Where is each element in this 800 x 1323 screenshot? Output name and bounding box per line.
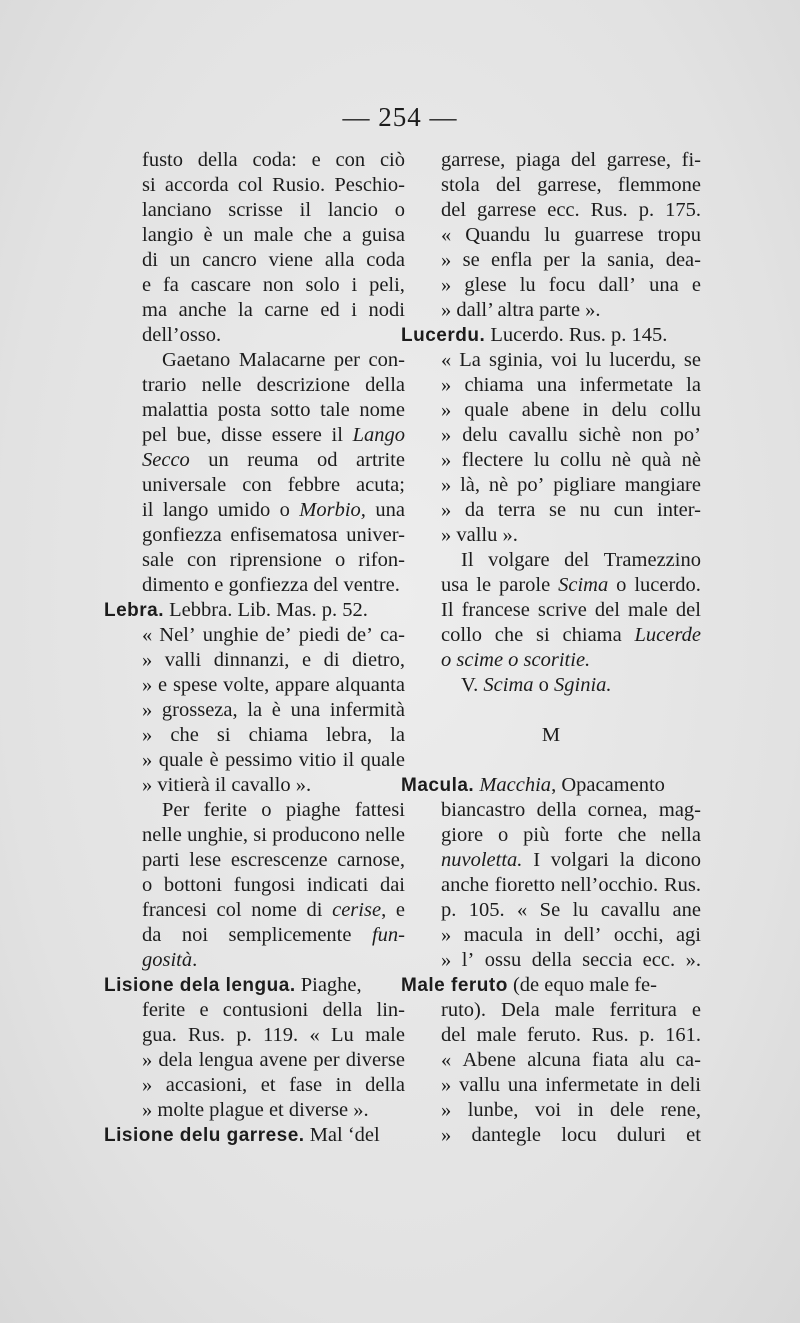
left-column-line: » accasioni, et fase in della [142,1074,405,1096]
right-column-line: Male feruto (de equo male fe- [401,974,657,996]
left-column-line: sale con riprensione o rifon- [142,549,405,571]
left-column-line: ferite e contusioni della lin- [142,999,405,1021]
left-column-line: fusto della coda: e con ciò [142,149,405,171]
left-column-line: » valli dinnanzi, e di dietro, [142,649,405,671]
left-column-line: si accorda col Rusio. Peschio- [142,174,405,196]
right-column-line: « La sginia, voi lu lucerdu, se [441,349,701,371]
right-column-line: V. Scima o Sginia. [461,674,612,696]
left-column-line: e fa cascare non solo i peli, [142,274,405,296]
right-column-line: garrese, piaga del garrese, fi- [441,149,701,171]
right-column-line: Lucerdu. Lucerdo. Rus. p. 145. [401,324,668,346]
left-column-line: o bottoni fungosi indicati dai [142,874,405,896]
left-column-line: Lebra. Lebbra. Lib. Mas. p. 52. [104,599,368,621]
left-column-line: parti lese escrescenze carnose, [142,849,405,871]
left-column-line: dimento e gonfiezza del ventre. [142,574,400,596]
left-column-line: Gaetano Malacarne per con- [162,349,405,371]
left-column-line: Lisione delu garrese. Mal ‘del [104,1124,380,1146]
left-column-line: lanciano scrisse il lancio o [142,199,405,221]
entry-headword: Lebra. [104,600,165,621]
right-column-line: collo che si chiama Lucerde [441,624,701,646]
right-column-line: « Abene alcuna fiata alu ca- [441,1049,701,1071]
right-column-line: « Quandu lu guarrese tropu [441,224,701,246]
right-column-line: M [541,724,561,746]
left-column-line: » vitierà il cavallo ». [142,774,312,796]
right-column-line: Macula. Macchia, Opacamento [401,774,665,796]
right-column-line: giore o più forte che nella [441,824,701,846]
entry-headword: Macula. [401,775,475,796]
left-column-line: di un cancro viene alla coda [142,249,405,271]
right-column-line: » chiama una infermetate la [441,374,701,396]
right-column-line: Il volgare del Tramezzino [461,549,701,571]
page-number: — 254 — [342,102,458,132]
left-column-line: trario nelle descrizione della [142,374,405,396]
right-column-line: » se enfla per la sania, dea- [441,249,701,271]
right-column-line: » dantegle locu duluri et [441,1124,701,1146]
right-column-line: » dall’ altra parte ». [441,299,601,321]
left-column-line: malattia posta sotto tale nome [142,399,405,421]
left-column-line: » dela lengua avene per diverse [142,1049,405,1071]
left-column-line: gosità. [142,949,198,971]
right-column-line: » l’ ossu della seccia ecc. ». [441,949,701,971]
right-column-line: ruto). Dela male ferritura e [441,999,701,1021]
right-column-line: » flectere lu collu nè quà nè [441,449,701,471]
right-column-line: usa le parole Scima o lucerdo. [441,574,701,596]
right-column-line: » lunbe, voi in dele rene, [441,1099,701,1121]
left-column-line: da noi semplicemente fun- [142,924,405,946]
right-column-line: biancastro della cornea, mag- [441,799,701,821]
left-column-line: langio è un male che a guisa [142,224,405,246]
entry-headword: Lisione delu garrese. [104,1125,305,1146]
right-column-line: » da terra se nu cun inter- [441,499,701,521]
left-column-line: nelle unghie, si producono nelle [142,824,405,846]
left-column-line: francesi col nome di cerise, e [142,899,405,921]
left-column-line: gua. Rus. p. 119. « Lu male [142,1024,405,1046]
left-column-line: gonfiezza enfisematosa univer- [142,524,405,546]
entry-headword: Lisione dela lengua. [104,975,296,996]
left-column-line: pel bue, disse essere il Lango [142,424,405,446]
left-column-line: universale con febbre acuta; [142,474,405,496]
left-column-line: » grosseza, la è una infermità [142,699,405,721]
left-column-line: » e spese volte, appare alquanta [142,674,405,696]
right-column-line: anche fioretto nell’occhio. Rus. [441,874,701,896]
right-column-line: del garrese ecc. Rus. p. 175. [441,199,701,221]
right-column-line: » quale abene in delu collu [441,399,701,421]
left-column-line: ma anche la carne ed i nodi [142,299,405,321]
right-column-line: del male feruto. Rus. p. 161. [441,1024,701,1046]
right-column-line: nuvoletta. I volgari la dicono [441,849,701,871]
left-column-line: » che si chiama lebra, la [142,724,405,746]
left-column-line: il lango umido o Morbio, una [142,499,405,521]
entry-headword: Male feruto [401,975,508,996]
left-column-line: Per ferite o piaghe fattesi [162,799,405,821]
left-column-line: » quale è pessimo vitio il quale [142,749,405,771]
right-column-line: » là, nè po’ pigliare mangiare [441,474,701,496]
left-column-line: Secco un reuma od artrite [142,449,405,471]
left-column-line: dell’osso. [142,324,222,346]
right-column-line: stola del garrese, flemmone [441,174,701,196]
right-column-line: » macula in dell’ occhi, agi [441,924,701,946]
right-column-line: p. 105. « Se lu cavallu ane [441,899,701,921]
right-column-line: » vallu ». [441,524,518,546]
right-column-line: Il francese scrive del male del [441,599,701,621]
left-column-line: » molte plague et diverse ». [142,1099,369,1121]
right-column-line: o scime o scoritie. [441,649,591,671]
right-column-line: » delu cavallu sichè non po’ [441,424,701,446]
left-column-line: Lisione dela lengua. Piaghe, [104,974,362,996]
right-column-line: » glese lu focu dall’ una e [441,274,701,296]
right-column-line: » vallu una infermetate in deli [441,1074,701,1096]
left-column-line: « Nel’ unghie de’ piedi de’ ca- [142,624,405,646]
entry-headword: Lucerdu. [401,325,486,346]
